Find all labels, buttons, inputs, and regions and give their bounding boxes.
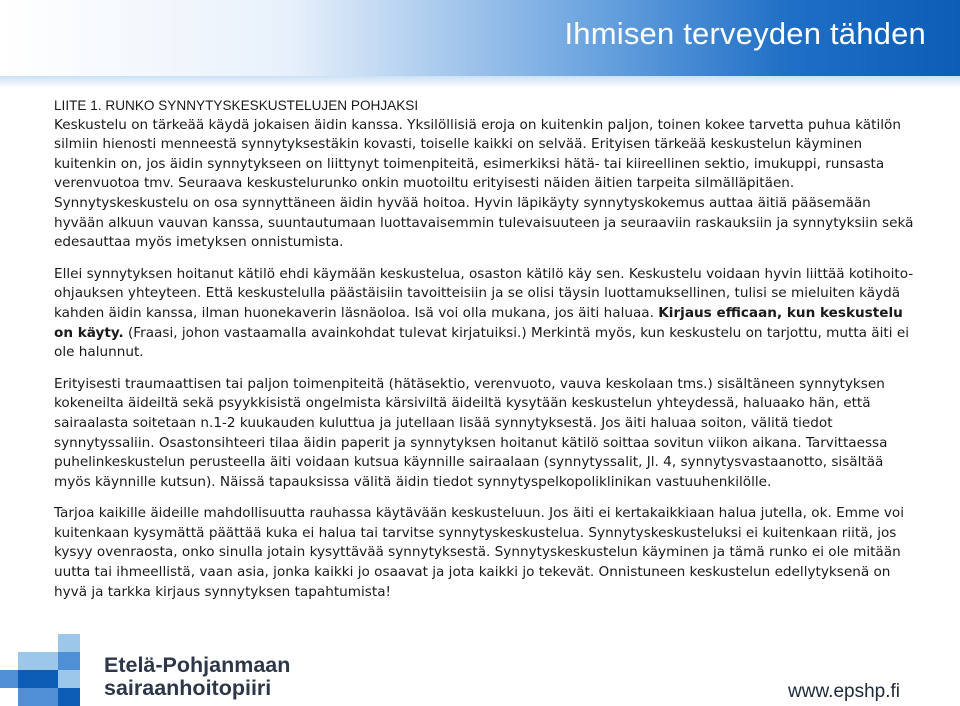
paragraph-midwife-text: Ellei synnytyksen hoitanut kätilö ehdi käymään keskustelua, osaston kätilö käy sen. Keskustelu voidaan hyvin liittää kotihoito-ohjauksen yhteyteen. Että keskustelulla päästäisiin tavoitteisiin ja se olisi täysin luottamuksellinen, tulisi se mieluiten käydä kahden äidin kanssa, ilman huonekaverin läsnäoloa. Isä voi olla mukana, jos äiti haluaa. (54, 265, 914, 321)
logo-square-6 (58, 670, 80, 688)
hospital-logo-icon (0, 628, 100, 706)
document-title: LIITE 1. RUNKO SYNNYTYSKESKUSTELUJEN POHJAKSI (54, 98, 419, 113)
paragraph-intro: Keskustelu on tärkeää käydä jokaisen äidin kanssa. Yksilöllisiä eroja on kuitenkin paljon, toinen kokee tarvetta puhua kätilön silmiin hienosti menneestä synnytyksestäkin kovasti, toiselle kaikki on selvää. Erityisen tärkeää keskustelun käyminen kuitenkin on, jos äidin synnytykseen on liittynyt toimenpiteitä, esimerkiksi hätä- tai kiireellinen sektio, imukuppi, runsasta verenvuotoa tmv. Seuraava keskustelurunko onkin muotoiltu erityisesti näiden äitien tarpeita silmälläpitäen. Synnytyskeskustelu on osa synnyttäneen äidin hyvää hoitoa. Hyvin läpikäyty synnytyskokemus auttaa äitiä pääsemään hyvään alkuun vauvan kanssa, suuntautumaan luottavaisemmin tulevaisuuteen ja seuraaviin raskauksiin ja synnytyksiin sekä edesauttaa myös imetyksen onnistumista. (54, 116, 914, 251)
paragraph-midwife-tail: (Fraasi, johon vastaamalla avainkohdat tulevat kirjatuiksi.) Merkintä myös, kun keskustelu on tarjottu, mutta äiti ei ole halunnut. (54, 324, 909, 361)
logo-square-7 (18, 688, 58, 706)
logo-square-8 (58, 688, 80, 706)
org-name-line1: Etelä-Pohjanmaan (104, 653, 291, 677)
paragraph-midwife-emphasis: Kirjaus efficaan, kun keskustelu on käyty. (54, 304, 903, 341)
website-url: www.epshp.fi (788, 681, 900, 702)
paragraph-midwife (54, 265, 914, 363)
logo-square-3 (58, 652, 80, 670)
logo-square-2 (18, 652, 58, 670)
header-shadow (0, 76, 960, 88)
logo-square-5 (18, 670, 58, 688)
org-name-line2: sairaanhoitopiiri (104, 676, 272, 700)
logo-square-4 (0, 670, 18, 688)
logo-square-1 (58, 634, 80, 652)
paragraph-offer: Tarjoa kaikille äideille mahdollisuutta rauhassa käytävään keskusteluun. Jos äiti ei kertakaikkiaan halua jutella, ok. Emme voi kuitenkaan kysymättä päättää kuka ei halua tai tarvitse synnytyskeskustelua. Synnytyskeskusteluksi ei kuitenkaan riitä, jos kysyy ovenraosta, onko sinulla jotain kysyttävää synnytyksestä. Synnytyskeskustelun käyminen ja tämä runko ei ole mitään uutta tai ihmeellistä, vaan asia, jonka kaikki jo osaavat ja jota kaikki jo tekevät. Onnistuneen keskustelun edellytyksenä on hyvä ja tarkka kirjaus synnytyksen tapahtumista! (54, 505, 905, 600)
header-slogan: Ihmisen terveyden tähden (564, 16, 926, 51)
paragraph-trauma: Erityisesti traumaattisen tai paljon toimenpiteitä (hätäsektio, verenvuoto, vauva keskolaan tms.) sisältäneen synnytyksen kokeneilta äideiltä sekä psyykkisistä ongelmista kärsiviltä äideiltä kysytään keskustelun yhteydessä, haluaako hän, että sairaalasta soitetaan n.1-2 kuukauden kuluttua ja jutellaan lisää synnytyksestä. Jos äiti haluaa soiton, välitä tiedot synnytyssaliin. Osastonsihteeri tilaa äidin paperit ja synnytyksen hoitanut kätilö soittaa sovitun viikon aikana. Tarvittaessa puhelinkeskustelun perusteella äiti voidaan kutsua käynnille sairaalaan (synnytyssalit, Jl. 4, synnytysvastaanotto, sisältää myös käynnille kutsun). Näissä tapauksissa välitä äidin tiedot synnytyspelkopoliklinikan vastuuhenkilölle. (54, 375, 888, 490)
document-body (54, 96, 914, 602)
